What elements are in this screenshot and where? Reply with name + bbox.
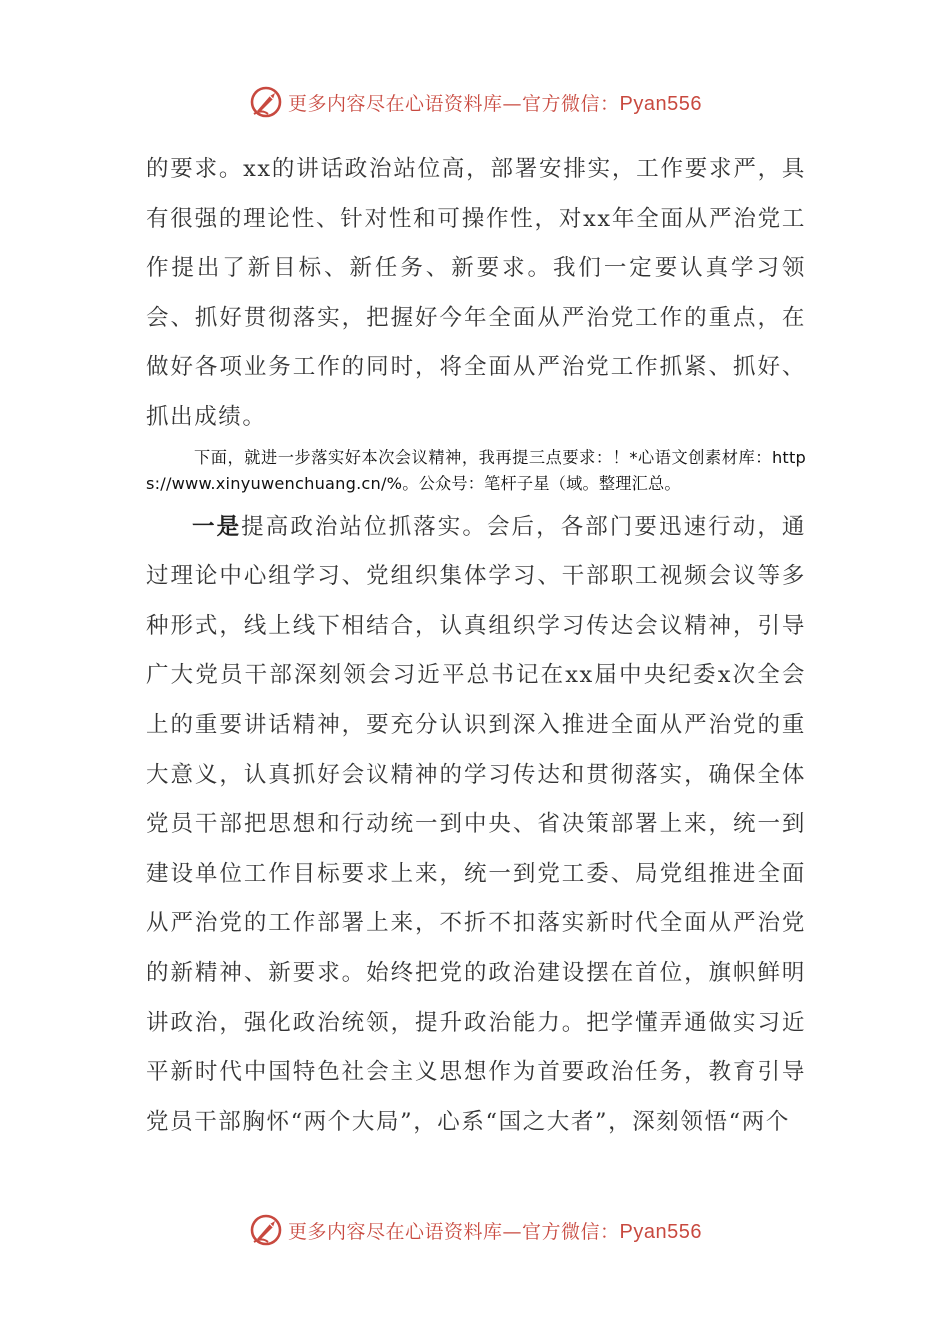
body-paragraph-1: 的要求。xx的讲话政治站位高，部署安排实，工作要求严，具有很强的理论性、针对性和可操作性，对xx年全面从严治党工作提出了新目标、新任务、新要求。我们一定要认真学习领会、抓好贯彻落实，把握好今年全面从严治党工作的重点，在做好各项业务工作的同时，将全面从严治党工作抓紧、抓好、抓出成绩。 (146, 156, 806, 430)
document-body (146, 145, 806, 1147)
header-banner (0, 82, 950, 122)
header-wechat-handle: Pyan556 (619, 92, 702, 115)
header-banner-label: 更多内容尽在心语资料库—官方微信： (288, 92, 620, 115)
header-banner-text (288, 89, 702, 116)
pen-nib-logo-icon (248, 1212, 284, 1248)
inline-note: 下面，就进一步落实好本次会议精神，我再提三点要求：！*心语文创素材库：https://www.xinyuwenchuang.cn/%。公众号：笔杆子星（域。整理汇总。 (146, 447, 806, 493)
footer-banner-text (288, 1217, 702, 1244)
footer-banner (0, 1210, 950, 1250)
paragraph-2-text: 提高政治站位抓落实。会后，各部门要迅速行动，通过理论中心组学习、党组织集体学习、干部职工视频会议等多种形式，线上线下相结合，认真组织学习传达会议精神，引导广大党员干部深刻领会习近平总书记在xx届中央纪委x次全会上的重要讲话精神，要充分认识到深入推进全面从严治党的重大意义，认真抓好会议精神的学习传达和贯彻落实，确保全体党员干部把思想和行动统一到中央、省决策部署上来，统一到建设单位工作目标要求上来，统一到党工委、局党组推进全面从严治党的工作部署上来，不折不扣落实新时代全面从严治党的新精神、新要求。始终把党的政治建设摆在首位，旗帜鲜明讲政治，强化政治统领，提升政治能力。把学懂弄通做实习近平新时代中国特色社会主义思想作为首要政治任务，教育引导党员干部胸怀“两个大局”，心系“国之大者”，深刻领悟“两个 (146, 513, 807, 1135)
footer-banner-label: 更多内容尽在心语资料库—官方微信： (288, 1220, 620, 1243)
body-paragraph-2 (146, 503, 806, 1148)
footer-wechat-handle: Pyan556 (619, 1220, 702, 1243)
pen-nib-logo-icon (248, 84, 284, 120)
paragraph-lead: 一是 (192, 513, 242, 540)
